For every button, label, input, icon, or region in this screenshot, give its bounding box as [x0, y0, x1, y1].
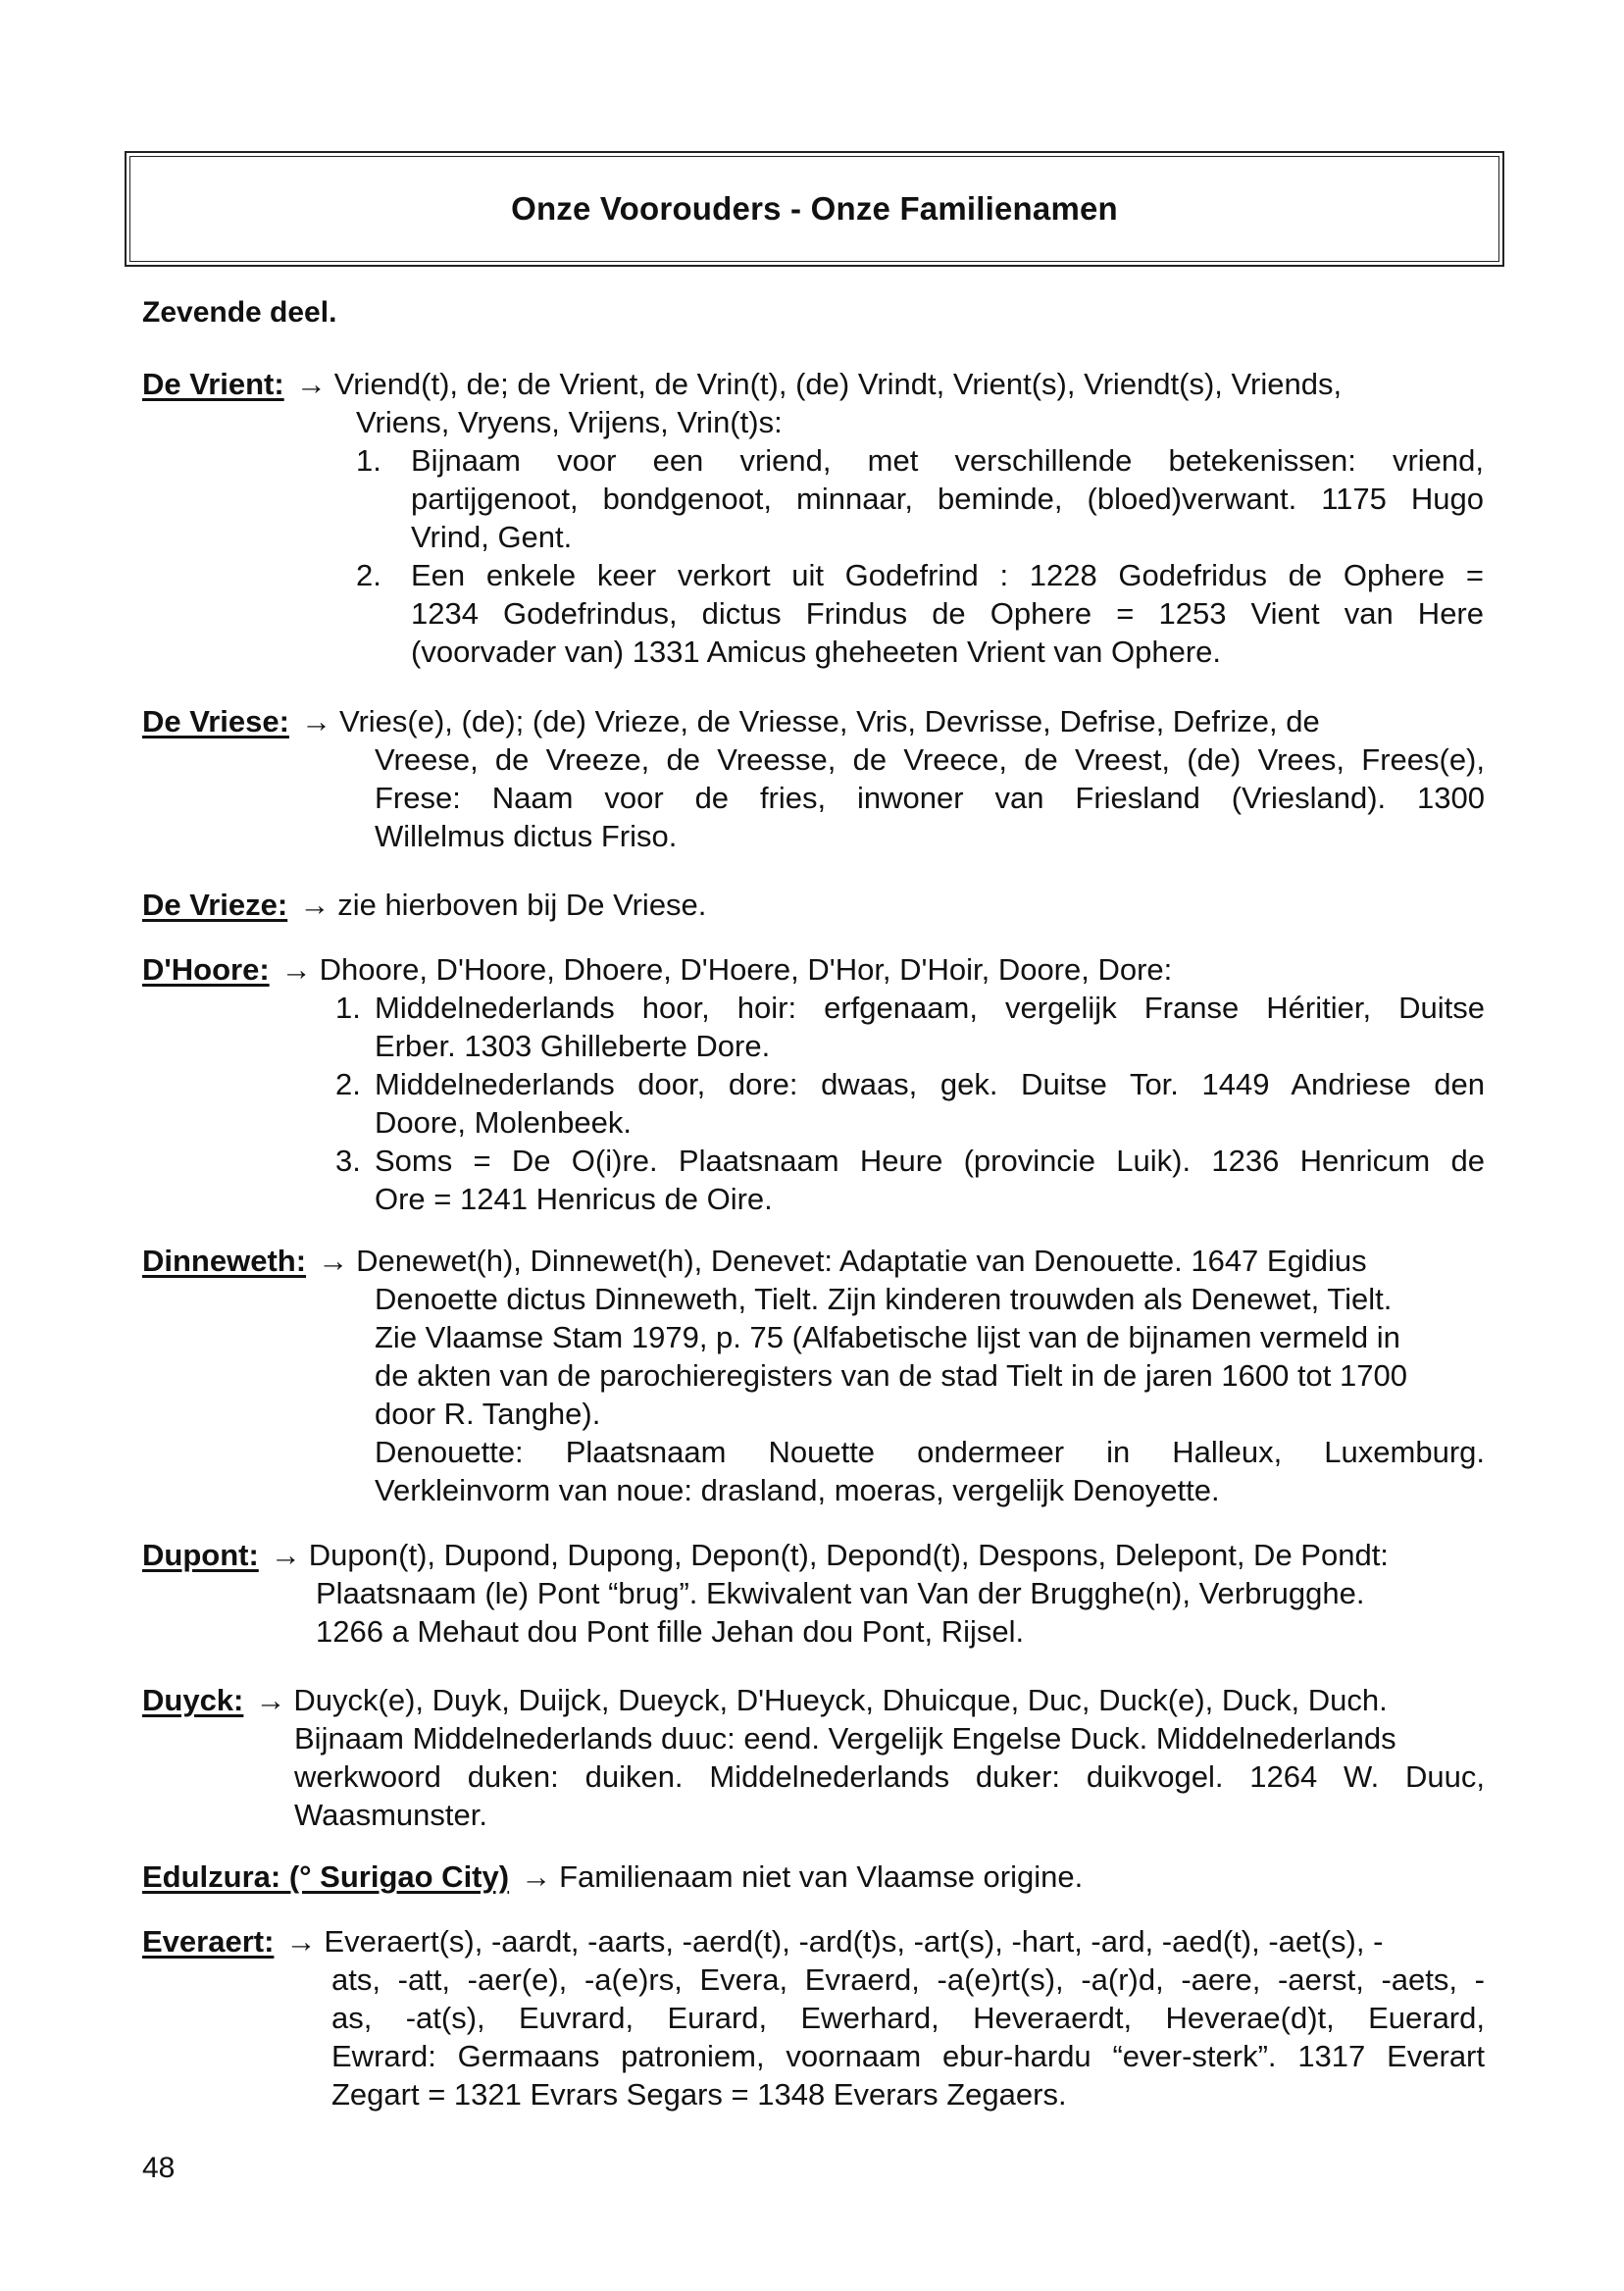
- entry-de-vrieze: [142, 886, 1486, 924]
- entry-line: Bijnaam Middelnederlands duuc: eend. Vergelijk Engelse Duck. Middelnederlands: [294, 1721, 1396, 1756]
- entry-name: Dinneweth:: [142, 1244, 307, 1278]
- entry-line: Vrind, Gent.: [411, 520, 573, 554]
- item-number: 2.: [356, 558, 381, 592]
- entry-line: zie hierboven bij De Vriese.: [337, 888, 707, 922]
- entry-line: Willelmus dictus Friso.: [375, 819, 678, 853]
- page-number: 48: [142, 2152, 176, 2184]
- section-heading: Zevende deel.: [142, 296, 337, 329]
- entry-line: Zie Vlaamse Stam 1979, p. 75 (Alfabetische lijst van de bijnamen vermeld in: [375, 1320, 1400, 1354]
- list-item: [356, 441, 1484, 556]
- entry-line: Doore, Molenbeek.: [375, 1105, 632, 1140]
- entry-line: as, -at(s), Euvrard, Eurard, Ewerhard, Heveraerdt, Heverae(d)t, Euerard,: [331, 2001, 1485, 2035]
- arrow-icon: →: [521, 1859, 552, 1894]
- entry-line: de akten van de parochieregisters van de stad Tielt in de jaren 1600 tot 1700: [375, 1358, 1407, 1393]
- arrow-icon: →: [300, 704, 331, 738]
- arrow-icon: →: [285, 1924, 317, 1959]
- entry-line: ats, -att, -aer(e), -a(e)rs, Evera, Evraerd, -a(e)rt(s), -a(r)d, -aere, -aerst, -aets, -: [331, 1962, 1485, 1997]
- item-number: 1.: [335, 991, 361, 1025]
- entry-line: door R. Tanghe).: [375, 1397, 601, 1431]
- entry-everaert: [142, 1922, 1486, 2113]
- list-item: [335, 1065, 1485, 1142]
- entry-name: D'Hoore:: [142, 952, 270, 987]
- entry-line: 1234 Godefrindus, dictus Frindus de Ophere = 1253 Vient van Here: [411, 596, 1484, 631]
- title-box: [125, 151, 1504, 267]
- entry-line: partijgenoot, bondgenoot, minnaar, beminde, (bloed)verwant. 1175 Hugo: [411, 482, 1484, 516]
- entry-name: Duyck:: [142, 1683, 244, 1717]
- entry-line: Vriend(t), de; de Vrient, de Vrin(t), (de) Vrindt, Vrient(s), Vriendt(s), Vriends,: [333, 367, 1343, 401]
- entry-de-vriese: [142, 702, 1486, 855]
- item-number: 2.: [335, 1067, 361, 1101]
- entry-line: Duyck(e), Duyk, Duijck, Dueyck, D'Hueyck, Dhuicque, Duc, Duck(e), Duck, Duch.: [293, 1683, 1388, 1717]
- entry-name: Dupont:: [142, 1538, 259, 1572]
- entry-line: Frese: Naam voor de fries, inwoner van Friesland (Vriesland). 1300: [375, 781, 1485, 815]
- entry-line: Vreese, de Vreeze, de Vreesse, de Vreece, de Vreest, (de) Vrees, Frees(e),: [375, 742, 1485, 777]
- entry-duyck: [142, 1681, 1486, 1834]
- entry-line: Zegart = 1321 Evrars Segars = 1348 Everars Zegaers.: [331, 2077, 1067, 2112]
- entry-name: De Vrient:: [142, 367, 284, 401]
- page-title: Onze Voorouders - Onze Familienamen: [511, 190, 1118, 227]
- arrow-icon: →: [299, 888, 330, 922]
- entry-line: Waasmunster.: [294, 1798, 487, 1832]
- entry-de-vrient: [142, 365, 1486, 671]
- entry-name: De Vrieze:: [142, 888, 288, 922]
- entry-line: Denewet(h), Dinnewet(h), Denevet: Adaptatie van Denouette. 1647 Egidius: [356, 1244, 1367, 1278]
- entry-line: Everaert(s), -aardt, -aarts, -aerd(t), -ard(t)s, -art(s), -hart, -ard, -aed(t), -aet(s), -: [324, 1924, 1384, 1959]
- entry-line: Soms = De O(i)re. Plaatsnaam Heure (provincie Luik). 1236 Henricum de: [375, 1144, 1485, 1178]
- entry-line: Ore = 1241 Henricus de Oire.: [375, 1182, 773, 1216]
- item-number: 3.: [335, 1144, 361, 1178]
- entry-dinneweth: [142, 1242, 1486, 1509]
- entry-line: Dupon(t), Dupond, Dupong, Depon(t), Depond(t), Despons, Delepont, De Pondt:: [308, 1538, 1389, 1572]
- entry-line: Plaatsnaam (le) Pont “brug”. Ekwivalent van Van der Brugghe(n), Verbrugghe.: [316, 1576, 1365, 1610]
- entry-line: Vriens, Vryens, Vrijens, Vrin(t)s:: [356, 405, 783, 439]
- entry-line: Bijnaam voor een vriend, met verschillende betekenissen: vriend,: [411, 443, 1484, 478]
- entry-line: Ewrard: Germaans patroniem, voornaam ebur-hardu “ever-sterk”. 1317 Everart: [331, 2039, 1485, 2073]
- entry-line: Middelnederlands hoor, hoir: erfgenaam, vergelijk Franse Héritier, Duitse: [375, 991, 1485, 1025]
- entry-name: De Vriese:: [142, 704, 289, 738]
- arrow-icon: →: [255, 1683, 286, 1717]
- arrow-icon: →: [295, 367, 327, 401]
- entry-dupont: [142, 1536, 1486, 1651]
- entry-name: Edulzura: (° Surigao City): [142, 1859, 510, 1894]
- list-item: [356, 556, 1484, 671]
- entry-line: 1266 a Mehaut dou Pont fille Jehan dou Pont, Rijsel.: [316, 1614, 1025, 1649]
- entry-line: Erber. 1303 Ghilleberte Dore.: [375, 1029, 771, 1063]
- entry-line: Dhoore, D'Hoore, Dhoere, D'Hoere, D'Hor, D'Hoir, Doore, Dore:: [319, 952, 1173, 987]
- item-number: 1.: [356, 443, 381, 478]
- entry-edulzura: [142, 1858, 1486, 1896]
- arrow-icon: →: [318, 1244, 349, 1278]
- arrow-icon: →: [280, 952, 312, 987]
- list-item: [335, 989, 1485, 1065]
- entry-dhoore: [142, 950, 1486, 1218]
- list-item: [335, 1142, 1485, 1218]
- entry-line: Denouette: Plaatsnaam Nouette ondermeer in Halleux, Luxemburg.: [375, 1435, 1485, 1469]
- entry-line: Familienaam niet van Vlaamse origine.: [559, 1859, 1084, 1894]
- arrow-icon: →: [270, 1538, 301, 1572]
- entry-line: Een enkele keer verkort uit Godefrind : 1228 Godefridus de Ophere =: [411, 558, 1484, 592]
- entry-name: Everaert:: [142, 1924, 275, 1959]
- entry-line: Verkleinvorm van noue: drasland, moeras, vergelijk Denoyette.: [375, 1473, 1220, 1507]
- entry-line: (voorvader van) 1331 Amicus gheheeten Vrient van Ophere.: [411, 635, 1222, 669]
- entry-line: werkwoord duken: duiken. Middelnederlands duker: duikvogel. 1264 W. Duuc,: [294, 1759, 1485, 1794]
- entry-line: Vries(e), (de); (de) Vrieze, de Vriesse, Vris, Devrisse, Defrise, Defrize, de: [338, 704, 1320, 738]
- entry-line: Denoette dictus Dinneweth, Tielt. Zijn kinderen trouwden als Denewet, Tielt.: [375, 1282, 1393, 1316]
- entry-line: Middelnederlands door, dore: dwaas, gek. Duitse Tor. 1449 Andriese den: [375, 1067, 1485, 1101]
